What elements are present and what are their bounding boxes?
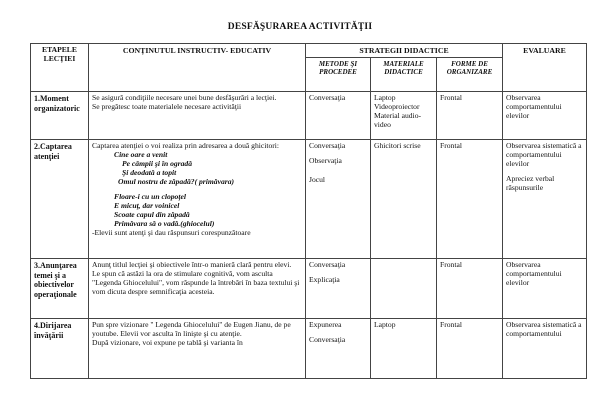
metode-item: Conversaţia [309,260,346,270]
header-row [31,44,587,58]
poem-line: Cine oare a venit [114,150,168,160]
metode-item: Expunerea [309,320,342,330]
materiale-cell [371,259,437,319]
forme-cell: Frontal [437,140,503,259]
header-evaluare: EVALUARE [503,44,587,92]
materiale-item: Videoproiector [374,102,420,112]
poem-line: Scoate capul din zăpadă [114,209,190,219]
table-row [31,140,587,259]
metode-cell [306,140,371,259]
evaluare-cell [503,259,587,319]
content-line: După vizionare, voi expune pe tablă şi varianta în [92,338,243,348]
poem-line: E micuţ, dar voinicel [114,200,180,210]
content-cell [89,92,306,140]
materiale-item: Laptop [374,320,396,330]
stage-cell: 1.Moment organizatoric [31,92,89,140]
metode-item: Conversaţia [309,335,346,345]
metode-item: Conversaţia [309,93,346,103]
evaluare-item: Observarea sistematică a comportamentului [506,320,582,339]
poem-line: Şi deodată a topit [122,168,177,178]
stage-cell: 3.Anunţarea temei şi a obiectivelor operaţionale [31,259,89,319]
stage-cell: 2.Captarea atenţiei [31,140,89,259]
materiale-item: Laptop [374,93,396,103]
content-line: Le spun că astăzi la ora de stimulare cognitivă, vom asculta "Legenda Ghiocelului", vom răspunde la întrebări în baza textului şi vom dicuta despre semnificaţia acesteia. [92,269,300,297]
metode-cell [306,319,371,379]
content-cell [89,140,306,259]
content-line: -Elevii sunt atenţi şi dau răspunsuri corespunzătoare [92,227,251,237]
evaluare-item: Apreciez verbal răspunsurile [506,174,555,192]
content-line: Anunţ titlul lecţiei şi obiectivele într-o manieră clară pentru elevi. [92,260,292,270]
table-row [31,92,587,140]
header-forme: FORME DE ORGANIZARE [437,58,503,92]
stage-cell: 4.Dirijarea învăţării [31,319,89,379]
poem-line: Floare-i cu un clopoţel [114,191,186,201]
content-line: Se asigură condiţiile necesare unei bune desfăşurări a lecţiei. [92,93,277,103]
content-cell [89,259,306,319]
metode-item: Observaţia [309,156,342,166]
page-title: DESFĂŞURAREA ACTIVITĂŢII [227,22,373,32]
metode-item: Jocul [309,175,326,185]
metode-item: Conversaţia [309,141,346,151]
poem-line: Omul nostru de zăpadă?( primăvara) [118,177,235,186]
table-row [31,319,587,379]
evaluare-cell [503,140,587,259]
poem-line: Primăvara să o vadă.(ghiocelul) [114,218,215,228]
materiale-cell [371,92,437,140]
header-etapele: ETAPELE LECŢIEI [31,44,89,92]
evaluare-item: Observarea comportamentului elevilor [506,260,562,288]
poem-line: Pe câmpii şi în ogradă [122,159,193,169]
forme-cell: Frontal [437,259,503,319]
evaluare-cell [503,319,587,379]
content-line: Pun spre vizionare " Legenda Ghiocelului" de Eugen Jianu, de pe youtube. Elevii vor asculta în linişte şi cu atenţie. [92,320,291,339]
content-line: Se pregătesc toate materialele necesare activităţii [92,102,242,112]
metode-cell [306,259,371,319]
evaluare-item: Observarea comportamentului elevilor [506,93,562,121]
forme-cell: Frontal [437,92,503,140]
header-materiale: MATERIALE DIDACTICE [371,58,437,92]
evaluare-cell [503,92,587,140]
content-line: Captarea atenţiei o voi realiza prin adresarea a două ghicitori: [92,141,280,151]
table-row [31,259,587,319]
header-strategii: STRATEGII DIDACTICE [306,44,503,58]
materiale-item: Material audio-video [374,111,422,130]
header-metode: METODE ŞI PROCEDEE [306,58,371,92]
activity-table [30,43,587,379]
header-continutul: CONŢINUTUL INSTRUCTIV- EDUCATIV [89,44,306,92]
content-cell [89,319,306,379]
materiale-cell [371,140,437,259]
evaluare-item: Observarea sistematică a comportamentului elevilor [506,141,582,169]
metode-cell [306,92,371,140]
metode-item: Explicaţia [309,275,340,285]
materiale-item: Ghicitori scrise [374,141,421,151]
materiale-cell [371,319,437,379]
forme-cell: Frontal [437,319,503,379]
